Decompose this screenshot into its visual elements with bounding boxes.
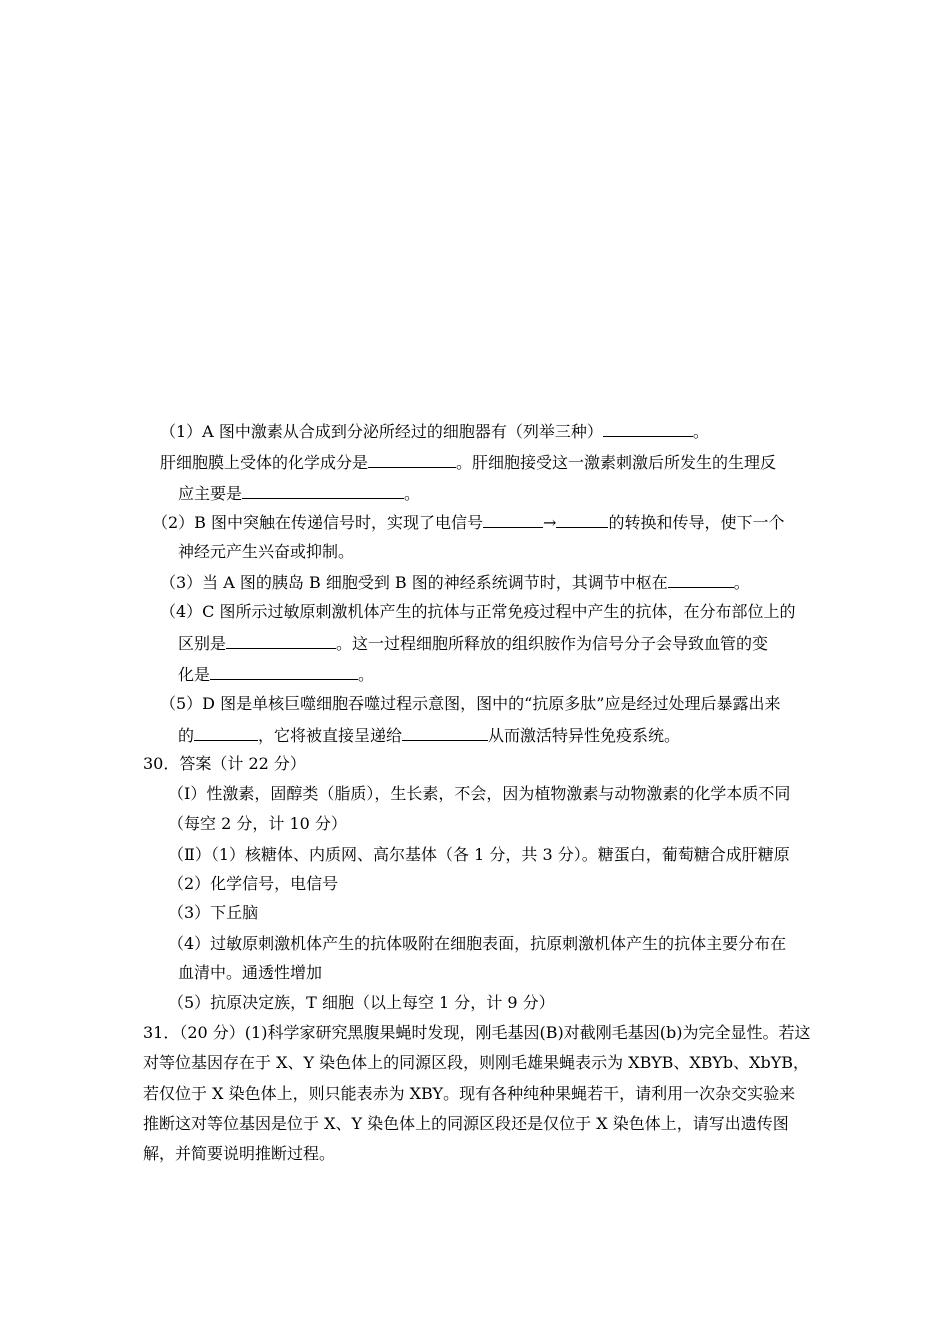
answer-blank[interactable] [402, 725, 488, 741]
q29-part1-text: （1）A 图中激素从合成到分泌所经过的细胞器有（列举三种） [160, 422, 603, 441]
q30-title: 30．答案（计 22 分） [143, 754, 306, 773]
q29-part3-line1: （3）当 A 图的胰岛 B 细胞受到 B 图的神经系统调节时，其调节中枢在 。 [160, 573, 750, 592]
answer-blank[interactable] [242, 483, 404, 499]
q31-line5: 解，并简要说明推断过程。 [143, 1144, 336, 1163]
q29-part4-line2: 区别是 。这一过程细胞所释放的组织胺作为信号分子会导致血管的变 [178, 634, 769, 653]
answer-blank[interactable] [210, 664, 358, 680]
q30-part2-item4-line2: 血清中。通透性增加 [178, 963, 323, 982]
q29-part5-line1: （5）D 图是单核巨噬细胞吞噬过程示意图，图中的“抗原多肽”应是经过处理后暴露出来 [160, 694, 781, 713]
q29-part1-line3: 应主要是 。 [178, 484, 421, 503]
q29-part4-line1: （4）C 图所示过敏原刺激机体产生的抗体与正常免疫过程中产生的抗体，在分布部位上的 [160, 602, 796, 621]
answer-blank[interactable] [603, 421, 693, 437]
q29-part2-line1: （2）B 图中突触在传递信号时，实现了电信号 → 的转换和传导，使下一个 [152, 513, 785, 532]
q31-line1: 31．（20 分）(1)科学家研究黑腹果蝇时发现，刚毛基因(B)对截刚毛基因(b)为完全显性。若这 [143, 1023, 811, 1042]
q30-part2-item3: （3）下丘脑 [168, 903, 259, 922]
q29-part1-line1: （1）A 图中激素从合成到分泌所经过的细胞器有（列举三种） 。 [160, 422, 709, 441]
q30-part2-item5: （5）抗原决定族，T 细胞（以上每空 1 分，计 9 分） [168, 993, 555, 1012]
q29-part2-line2: 神经元产生兴奋或抑制。 [178, 542, 355, 561]
q31-line3: 若仅位于 X 染色体上，则只能表赤为 XBY。现有各种纯种果蝇若干，请利用一次杂交实验来 [143, 1084, 796, 1103]
answer-blank[interactable] [368, 452, 456, 468]
q30-part2-item2: （2）化学信号，电信号 [168, 874, 339, 893]
q30-part1-line1: （Ⅰ）性激素，固醇类（脂质），生长素，不会，因为植物激素与动物激素的化学本质不同 [168, 784, 791, 803]
q29-part1-line2: 肝细胞膜上受体的化学成分是 。肝细胞接受这一激素刺激后所发生的生理反 [160, 453, 777, 472]
answer-blank[interactable] [556, 512, 608, 528]
arrow-icon: → [543, 513, 557, 532]
q30-part2-item4-line1: （4）过敏原刺激机体产生的抗体吸附在细胞表面，抗原刺激机体产生的抗体主要分布在 [168, 934, 787, 953]
q29-part4-line3: 化是 。 [178, 665, 375, 684]
answer-blank[interactable] [226, 633, 336, 649]
q29-part5-line2: 的 ，它将被直接呈递给 从而激活特异性免疫系统。 [178, 726, 681, 745]
q30-part2-item1: （Ⅱ）（1）核糖体、内质网、高尔基体（各 1 分，共 3 分）。糖蛋白，葡萄糖合成肝糖原 [168, 845, 790, 864]
answer-blank[interactable] [668, 572, 734, 588]
q31-line2: 对等位基因存在于 X、Y 染色体上的同源区段，则刚毛雄果蝇表示为 XBYB、XBYb、XbYB， [143, 1053, 810, 1072]
q30-part1-line2: （每空 2 分，计 10 分） [168, 814, 347, 833]
answer-blank[interactable] [483, 512, 543, 528]
answer-blank[interactable] [194, 725, 258, 741]
q31-line4: 推断这对等位基因是位于 X、Y 染色体上的同源区段还是仅位于 X 染色体上，请写出遗传图 [143, 1114, 789, 1133]
